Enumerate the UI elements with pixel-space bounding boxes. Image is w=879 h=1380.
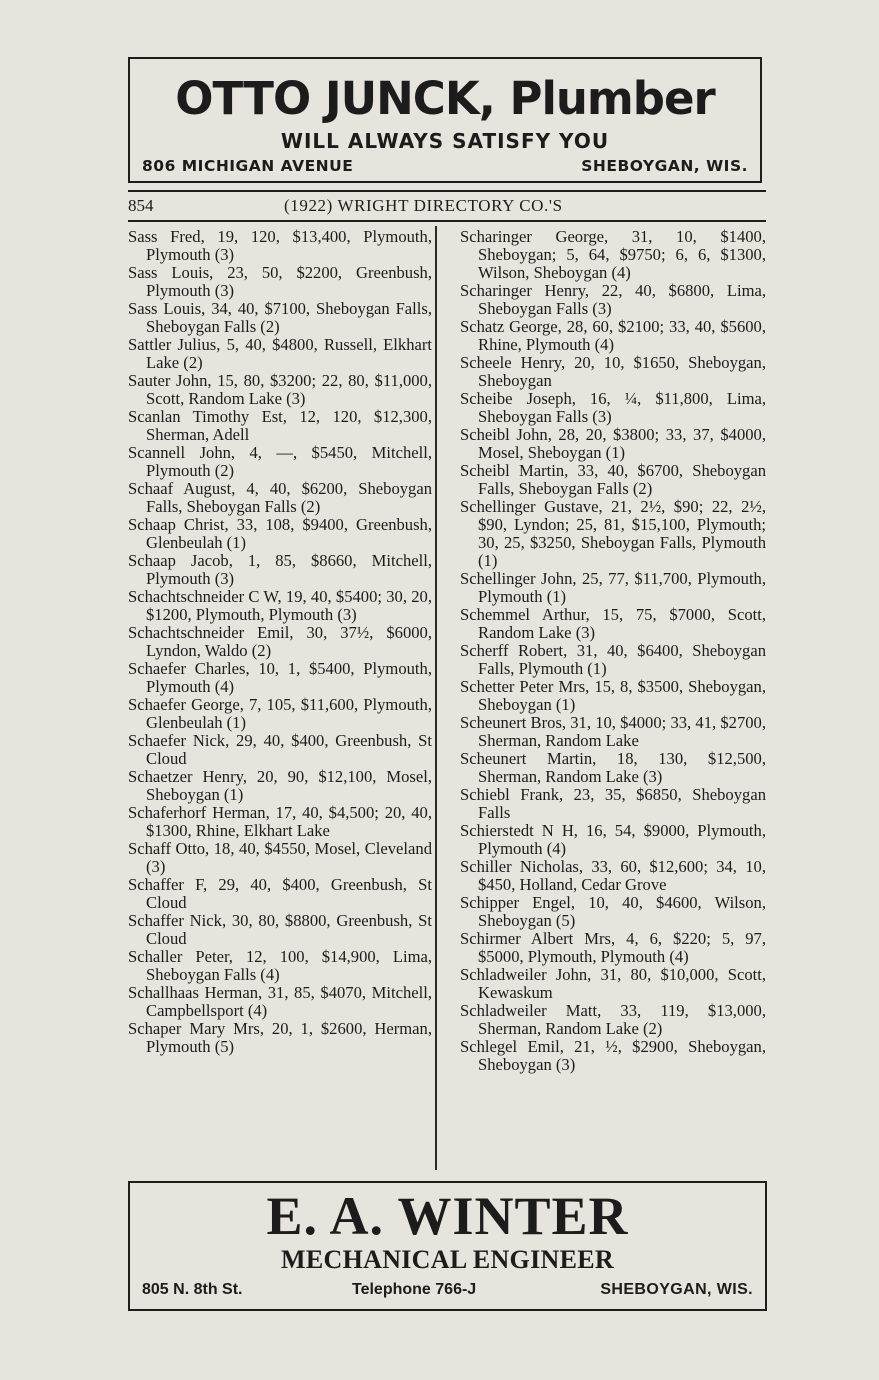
top-ad-city: SHEBOYGAN, WIS.: [581, 157, 748, 175]
list-item: Schaferhorf Herman, 17, 40, $4,500; 20, 40, $1300, Rhine, Elkhart Lake: [128, 803, 432, 840]
list-item: Schaper Mary Mrs, 20, 1, $2600, Herman, Plymouth (5): [128, 1019, 432, 1056]
list-item: Sass Fred, 19, 120, $13,400, Plymouth, Plymouth (3): [128, 227, 432, 264]
bottom-ad-phone: Telephone 766-J: [352, 1281, 477, 1298]
top-ad-title: OTTO JUNCK, Plumber: [175, 72, 715, 125]
list-item: Schaap Jacob, 1, 85, $8660, Mitchell, Plymouth (3): [128, 551, 432, 588]
running-header: [128, 196, 762, 216]
list-item: Scheibl John, 28, 20, $3800; 33, 37, $4000, Mosel, Sheboygan (1): [460, 425, 766, 462]
list-item: Schaff Otto, 18, 40, $4550, Mosel, Cleveland (3): [128, 839, 432, 876]
right-column: [460, 228, 766, 1074]
header-top-rule: [128, 190, 766, 192]
list-item: Schladweiler John, 31, 80, $10,000, Scott, Kewaskum: [460, 965, 766, 1002]
running-title: (1922) WRIGHT DIRECTORY CO.'S: [284, 196, 563, 215]
list-item: Schellinger John, 25, 77, $11,700, Plymouth, Plymouth (1): [460, 569, 766, 606]
left-column: [128, 228, 432, 1056]
bottom-ad-city: SHEBOYGAN, WIS.: [600, 1281, 753, 1298]
list-item: Schellinger Gustave, 21, 2½, $90; 22, 2½, $90, Lyndon; 25, 81, $15,100, Plymouth; 30, 25, $3250, Sheboygan Falls, Plymouth (1): [460, 497, 766, 570]
list-item: Scharinger Henry, 22, 40, $6800, Lima, Sheboygan Falls (3): [460, 281, 766, 318]
list-item: Schaller Peter, 12, 100, $14,900, Lima, Sheboygan Falls (4): [128, 947, 432, 984]
list-item: Schladweiler Matt, 33, 119, $13,000, Sherman, Random Lake (2): [460, 1001, 766, 1038]
column-divider: [435, 226, 437, 1170]
list-item: Schaffer F, 29, 40, $400, Greenbush, St Cloud: [128, 875, 432, 912]
list-item: Schemmel Arthur, 15, 75, $7000, Scott, Random Lake (3): [460, 605, 766, 642]
header-bottom-rule: [128, 220, 766, 222]
list-item: Scheibe Joseph, 16, ¼, $11,800, Lima, Sheboygan Falls (3): [460, 389, 766, 426]
list-item: Schetter Peter Mrs, 15, 8, $3500, Sheboygan, Sheboygan (1): [460, 677, 766, 714]
list-item: Scheele Henry, 20, 10, $1650, Sheboygan, Sheboygan: [460, 353, 766, 390]
bottom-ad-subtitle: MECHANICAL ENGINEER: [281, 1245, 614, 1274]
list-item: Schlegel Emil, 21, ½, $2900, Sheboygan, Sheboygan (3): [460, 1037, 766, 1074]
top-ad-address: 806 MICHIGAN AVENUE: [142, 157, 354, 175]
list-item: Sauter John, 15, 80, $3200; 22, 80, $11,000, Scott, Random Lake (3): [128, 371, 432, 408]
list-item: Schaaf August, 4, 40, $6200, Sheboygan Falls, Sheboygan Falls (2): [128, 479, 432, 516]
list-item: Sattler Julius, 5, 40, $4800, Russell, Elkhart Lake (2): [128, 335, 432, 372]
list-item: Scannell John, 4, —, $5450, Mitchell, Plymouth (2): [128, 443, 432, 480]
top-ad-slogan: WILL ALWAYS SATISFY YOU: [280, 129, 610, 153]
list-item: Schaefer Nick, 29, 40, $400, Greenbush, St Cloud: [128, 731, 432, 768]
bottom-advertisement: [128, 1181, 767, 1311]
list-item: Sass Louis, 23, 50, $2200, Greenbush, Plymouth (3): [128, 263, 432, 300]
list-item: Schaetzer Henry, 20, 90, $12,100, Mosel, Sheboygan (1): [128, 767, 432, 804]
list-item: Scheibl Martin, 33, 40, $6700, Sheboygan Falls, Sheboygan Falls (2): [460, 461, 766, 498]
list-item: Schipper Engel, 10, 40, $4600, Wilson, Sheboygan (5): [460, 893, 766, 930]
list-item: Schierstedt N H, 16, 54, $9000, Plymouth, Plymouth (4): [460, 821, 766, 858]
list-item: Schiller Nicholas, 33, 60, $12,600; 34, 10, $450, Holland, Cedar Grove: [460, 857, 766, 894]
list-item: Schiebl Frank, 23, 35, $6850, Sheboygan Falls: [460, 785, 766, 822]
list-item: Schachtschneider Emil, 30, 37½, $6000, Lyndon, Waldo (2): [128, 623, 432, 660]
page-number: 854: [128, 196, 154, 215]
list-item: Scheunert Bros, 31, 10, $4000; 33, 41, $2700, Sherman, Random Lake: [460, 713, 766, 750]
list-item: Schaap Christ, 33, 108, $9400, Greenbush, Glenbeulah (1): [128, 515, 432, 552]
list-item: Schirmer Albert Mrs, 4, 6, $220; 5, 97, $5000, Plymouth, Plymouth (4): [460, 929, 766, 966]
list-item: Schaffer Nick, 30, 80, $8800, Greenbush, St Cloud: [128, 911, 432, 948]
bottom-ad-address: 805 N. 8th St.: [142, 1281, 243, 1298]
list-item: Scharinger George, 31, 10, $1400, Sheboygan; 5, 64, $9750; 6, 6, $1300, Wilson, Sheboygan (4): [460, 227, 766, 282]
list-item: Schallhaas Herman, 31, 85, $4070, Mitchell, Campbellsport (4): [128, 983, 432, 1020]
list-item: Scheunert Martin, 18, 130, $12,500, Sherman, Random Lake (3): [460, 749, 766, 786]
list-item: Schaefer George, 7, 105, $11,600, Plymouth, Glenbeulah (1): [128, 695, 432, 732]
list-item: Scherff Robert, 31, 40, $6400, Sheboygan Falls, Plymouth (1): [460, 641, 766, 678]
top-advertisement: [128, 57, 762, 183]
list-item: Schaefer Charles, 10, 1, $5400, Plymouth, Plymouth (4): [128, 659, 432, 696]
list-item: Sass Louis, 34, 40, $7100, Sheboygan Falls, Sheboygan Falls (2): [128, 299, 432, 336]
list-item: Scanlan Timothy Est, 12, 120, $12,300, Sherman, Adell: [128, 407, 432, 444]
bottom-ad-title: E. A. WINTER: [266, 1186, 629, 1246]
list-item: Schatz George, 28, 60, $2100; 33, 40, $5600, Rhine, Plymouth (4): [460, 317, 766, 354]
list-item: Schachtschneider C W, 19, 40, $5400; 30, 20, $1200, Plymouth, Plymouth (3): [128, 587, 432, 624]
